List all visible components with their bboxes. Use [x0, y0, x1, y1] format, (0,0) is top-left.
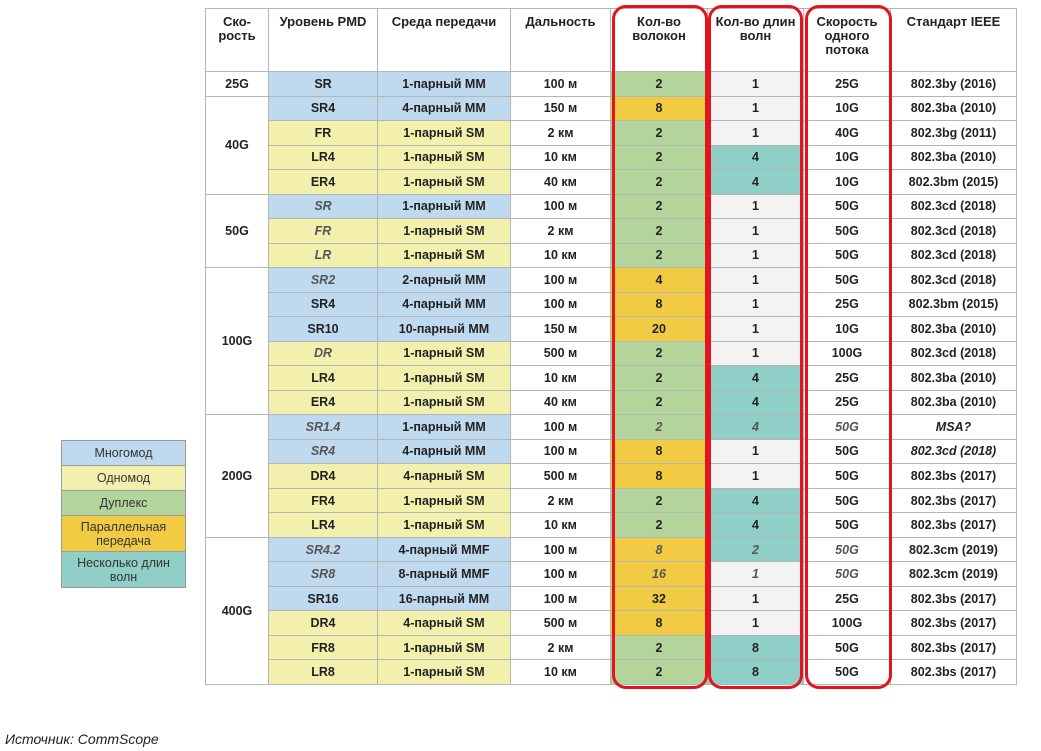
- header-standard: Стандарт IEEE: [891, 9, 1017, 72]
- waves-cell: 8: [708, 635, 804, 660]
- pmd-cell: SR10: [269, 317, 378, 342]
- waves-cell: 1: [708, 464, 804, 489]
- distance-cell: 100 м: [511, 292, 611, 317]
- rate-cell: 25G: [804, 586, 891, 611]
- medium-cell: 4-парный ММ: [378, 439, 511, 464]
- table-row: [206, 268, 1017, 293]
- rate-cell: 10G: [804, 145, 891, 170]
- fibers-cell: 8: [611, 439, 708, 464]
- table-row: [206, 562, 1017, 587]
- medium-cell: 1-парный SM: [378, 366, 511, 391]
- pmd-cell: SR: [269, 194, 378, 219]
- rate-cell: 50G: [804, 537, 891, 562]
- fibers-cell: 2: [611, 121, 708, 146]
- waves-cell: 1: [708, 562, 804, 587]
- pmd-cell: SR4: [269, 96, 378, 121]
- medium-cell: 1-парный SM: [378, 170, 511, 195]
- table-row: [206, 611, 1017, 636]
- medium-cell: 1-парный SM: [378, 341, 511, 366]
- distance-cell: 2 км: [511, 488, 611, 513]
- header-speed: Ско-рость: [206, 9, 269, 72]
- table-row: [206, 415, 1017, 440]
- pmd-spec-table: [205, 8, 1017, 685]
- rate-cell: 25G: [804, 390, 891, 415]
- standard-cell: 802.3cd (2018): [891, 219, 1017, 244]
- distance-cell: 100 м: [511, 439, 611, 464]
- speed-cell: 25G: [206, 72, 269, 97]
- standard-cell: 802.3ba (2010): [891, 317, 1017, 342]
- waves-cell: 2: [708, 537, 804, 562]
- rate-cell: 50G: [804, 415, 891, 440]
- standard-cell: 802.3bs (2017): [891, 464, 1017, 489]
- rate-cell: 10G: [804, 170, 891, 195]
- pmd-cell: ER4: [269, 170, 378, 195]
- fibers-cell: 2: [611, 341, 708, 366]
- distance-cell: 100 м: [511, 194, 611, 219]
- waves-cell: 1: [708, 72, 804, 97]
- standard-cell: 802.3ba (2010): [891, 145, 1017, 170]
- distance-cell: 500 м: [511, 464, 611, 489]
- table-row: [206, 341, 1017, 366]
- table-row: [206, 513, 1017, 538]
- standard-cell: MSA?: [891, 415, 1017, 440]
- distance-cell: 10 км: [511, 243, 611, 268]
- table-row: [206, 464, 1017, 489]
- pmd-cell: FR8: [269, 635, 378, 660]
- pmd-cell: FR4: [269, 488, 378, 513]
- standard-cell: 802.3cd (2018): [891, 268, 1017, 293]
- legend-parallel: Параллельная передача: [61, 515, 186, 552]
- header-medium: Среда передачи: [378, 9, 511, 72]
- table-row: [206, 72, 1017, 97]
- rate-cell: 50G: [804, 464, 891, 489]
- fibers-cell: 8: [611, 464, 708, 489]
- medium-cell: 1-парный ММ: [378, 415, 511, 440]
- distance-cell: 10 км: [511, 366, 611, 391]
- standard-cell: 802.3bg (2011): [891, 121, 1017, 146]
- fibers-cell: 2: [611, 194, 708, 219]
- rate-cell: 100G: [804, 341, 891, 366]
- standard-cell: 802.3cd (2018): [891, 243, 1017, 268]
- header-fibers: Кол-во волокон: [611, 9, 708, 72]
- table-row: [206, 586, 1017, 611]
- pmd-cell: LR8: [269, 660, 378, 685]
- distance-cell: 150 м: [511, 317, 611, 342]
- fibers-cell: 2: [611, 660, 708, 685]
- medium-cell: 1-парный SM: [378, 390, 511, 415]
- waves-cell: 1: [708, 194, 804, 219]
- fibers-cell: 2: [611, 170, 708, 195]
- waves-cell: 4: [708, 170, 804, 195]
- rate-cell: 50G: [804, 194, 891, 219]
- table-row: [206, 243, 1017, 268]
- rate-cell: 50G: [804, 243, 891, 268]
- pmd-cell: SR4.2: [269, 537, 378, 562]
- table-row: [206, 145, 1017, 170]
- fibers-cell: 8: [611, 537, 708, 562]
- legend-multimode: Многомод: [61, 440, 186, 466]
- pmd-cell: SR16: [269, 586, 378, 611]
- medium-cell: 1-парный SM: [378, 488, 511, 513]
- rate-cell: 50G: [804, 439, 891, 464]
- fibers-cell: 20: [611, 317, 708, 342]
- waves-cell: 1: [708, 586, 804, 611]
- standard-cell: 802.3bs (2017): [891, 586, 1017, 611]
- medium-cell: 1-парный SM: [378, 219, 511, 244]
- waves-cell: 1: [708, 268, 804, 293]
- table-row: [206, 660, 1017, 685]
- legend-multi-wavelength: Несколько длин волн: [61, 551, 186, 588]
- fibers-cell: 16: [611, 562, 708, 587]
- distance-cell: 500 м: [511, 341, 611, 366]
- rate-cell: 40G: [804, 121, 891, 146]
- fibers-cell: 32: [611, 586, 708, 611]
- medium-cell: 8-парный MMF: [378, 562, 511, 587]
- medium-cell: 1-парный SM: [378, 145, 511, 170]
- table-row: [206, 219, 1017, 244]
- pmd-cell: SR2: [269, 268, 378, 293]
- pmd-cell: DR4: [269, 464, 378, 489]
- pmd-cell: LR4: [269, 366, 378, 391]
- fibers-cell: 2: [611, 72, 708, 97]
- fibers-cell: 2: [611, 390, 708, 415]
- waves-cell: 4: [708, 488, 804, 513]
- table-row: [206, 439, 1017, 464]
- medium-cell: 4-парный ММ: [378, 96, 511, 121]
- medium-cell: 1-парный SM: [378, 243, 511, 268]
- standard-cell: 802.3cm (2019): [891, 537, 1017, 562]
- distance-cell: 100 м: [511, 72, 611, 97]
- distance-cell: 10 км: [511, 145, 611, 170]
- pmd-cell: LR4: [269, 145, 378, 170]
- medium-cell: 4-парный SM: [378, 611, 511, 636]
- medium-cell: 4-парный MMF: [378, 537, 511, 562]
- standard-cell: 802.3bs (2017): [891, 513, 1017, 538]
- distance-cell: 100 м: [511, 586, 611, 611]
- rate-cell: 50G: [804, 635, 891, 660]
- pmd-cell: LR4: [269, 513, 378, 538]
- pmd-cell: FR: [269, 121, 378, 146]
- table-row: [206, 194, 1017, 219]
- pmd-cell: DR4: [269, 611, 378, 636]
- standard-cell: 802.3ba (2010): [891, 96, 1017, 121]
- table-row: [206, 292, 1017, 317]
- waves-cell: 1: [708, 243, 804, 268]
- table-row: [206, 366, 1017, 391]
- rate-cell: 50G: [804, 562, 891, 587]
- rate-cell: 25G: [804, 366, 891, 391]
- pmd-cell: FR: [269, 219, 378, 244]
- table-row: [206, 635, 1017, 660]
- distance-cell: 2 км: [511, 219, 611, 244]
- rate-cell: 25G: [804, 72, 891, 97]
- distance-cell: 10 км: [511, 513, 611, 538]
- pmd-cell: SR4: [269, 292, 378, 317]
- table-row: [206, 96, 1017, 121]
- distance-cell: 2 км: [511, 635, 611, 660]
- waves-cell: 1: [708, 121, 804, 146]
- medium-cell: 1-парный SM: [378, 660, 511, 685]
- fibers-cell: 8: [611, 292, 708, 317]
- fibers-cell: 2: [611, 243, 708, 268]
- fibers-cell: 2: [611, 415, 708, 440]
- medium-cell: 1-парный SM: [378, 513, 511, 538]
- medium-cell: 1-парный ММ: [378, 72, 511, 97]
- distance-cell: 100 м: [511, 562, 611, 587]
- medium-cell: 1-парный SM: [378, 635, 511, 660]
- waves-cell: 4: [708, 390, 804, 415]
- distance-cell: 2 км: [511, 121, 611, 146]
- standard-cell: 802.3bs (2017): [891, 488, 1017, 513]
- speed-cell: 400G: [206, 537, 269, 684]
- distance-cell: 40 км: [511, 170, 611, 195]
- rate-cell: 10G: [804, 96, 891, 121]
- standard-cell: 802.3cd (2018): [891, 341, 1017, 366]
- standard-cell: 802.3bs (2017): [891, 660, 1017, 685]
- standard-cell: 802.3bs (2017): [891, 611, 1017, 636]
- distance-cell: 10 км: [511, 660, 611, 685]
- table-row: [206, 317, 1017, 342]
- standard-cell: 802.3by (2016): [891, 72, 1017, 97]
- medium-cell: 2-парный ММ: [378, 268, 511, 293]
- pmd-cell: ER4: [269, 390, 378, 415]
- medium-cell: 4-парный ММ: [378, 292, 511, 317]
- table-row: [206, 537, 1017, 562]
- speed-cell: 40G: [206, 96, 269, 194]
- waves-cell: 4: [708, 513, 804, 538]
- color-legend: [61, 441, 186, 588]
- header-rate: Скорость одного потока: [804, 9, 891, 72]
- distance-cell: 100 м: [511, 415, 611, 440]
- waves-cell: 1: [708, 439, 804, 464]
- fibers-cell: 2: [611, 145, 708, 170]
- rate-cell: 50G: [804, 219, 891, 244]
- table-row: [206, 488, 1017, 513]
- standard-cell: 802.3cd (2018): [891, 194, 1017, 219]
- waves-cell: 1: [708, 96, 804, 121]
- rate-cell: 10G: [804, 317, 891, 342]
- standard-cell: 802.3bm (2015): [891, 170, 1017, 195]
- pmd-cell: SR4: [269, 439, 378, 464]
- rate-cell: 50G: [804, 488, 891, 513]
- rate-cell: 50G: [804, 660, 891, 685]
- distance-cell: 100 м: [511, 537, 611, 562]
- waves-cell: 4: [708, 415, 804, 440]
- header-distance: Дальность: [511, 9, 611, 72]
- standard-cell: 802.3bm (2015): [891, 292, 1017, 317]
- standard-cell: 802.3ba (2010): [891, 366, 1017, 391]
- table-row: [206, 170, 1017, 195]
- rate-cell: 50G: [804, 513, 891, 538]
- rate-cell: 25G: [804, 292, 891, 317]
- waves-cell: 4: [708, 145, 804, 170]
- distance-cell: 100 м: [511, 268, 611, 293]
- fibers-cell: 8: [611, 96, 708, 121]
- distance-cell: 40 км: [511, 390, 611, 415]
- table-body: [206, 72, 1017, 685]
- pmd-cell: LR: [269, 243, 378, 268]
- header-row: [206, 9, 1017, 72]
- fibers-cell: 2: [611, 219, 708, 244]
- table-row: [206, 121, 1017, 146]
- medium-cell: 10-парный ММ: [378, 317, 511, 342]
- speed-cell: 200G: [206, 415, 269, 538]
- waves-cell: 1: [708, 317, 804, 342]
- waves-cell: 1: [708, 292, 804, 317]
- standard-cell: 802.3ba (2010): [891, 390, 1017, 415]
- medium-cell: 4-парный SM: [378, 464, 511, 489]
- fibers-cell: 2: [611, 635, 708, 660]
- waves-cell: 1: [708, 341, 804, 366]
- distance-cell: 500 м: [511, 611, 611, 636]
- waves-cell: 8: [708, 660, 804, 685]
- speed-cell: 100G: [206, 268, 269, 415]
- source-caption: Источник: CommScope: [5, 731, 159, 747]
- header-pmd: Уровень PMD: [269, 9, 378, 72]
- pmd-cell: DR: [269, 341, 378, 366]
- waves-cell: 1: [708, 219, 804, 244]
- waves-cell: 4: [708, 366, 804, 391]
- waves-cell: 1: [708, 611, 804, 636]
- pmd-cell: SR: [269, 72, 378, 97]
- rate-cell: 50G: [804, 268, 891, 293]
- fibers-cell: 2: [611, 488, 708, 513]
- pmd-cell: SR8: [269, 562, 378, 587]
- standard-cell: 802.3cd (2018): [891, 439, 1017, 464]
- medium-cell: 1-парный SM: [378, 121, 511, 146]
- table-row: [206, 390, 1017, 415]
- fibers-cell: 8: [611, 611, 708, 636]
- fibers-cell: 2: [611, 513, 708, 538]
- header-waves: Кол-во длин волн: [708, 9, 804, 72]
- standard-cell: 802.3cm (2019): [891, 562, 1017, 587]
- speed-cell: 50G: [206, 194, 269, 268]
- legend-duplex: Дуплекс: [61, 490, 186, 516]
- medium-cell: 16-парный ММ: [378, 586, 511, 611]
- legend-singlemode: Одномод: [61, 465, 186, 491]
- distance-cell: 150 м: [511, 96, 611, 121]
- rate-cell: 100G: [804, 611, 891, 636]
- standard-cell: 802.3bs (2017): [891, 635, 1017, 660]
- pmd-cell: SR1.4: [269, 415, 378, 440]
- medium-cell: 1-парный ММ: [378, 194, 511, 219]
- fibers-cell: 2: [611, 366, 708, 391]
- fibers-cell: 4: [611, 268, 708, 293]
